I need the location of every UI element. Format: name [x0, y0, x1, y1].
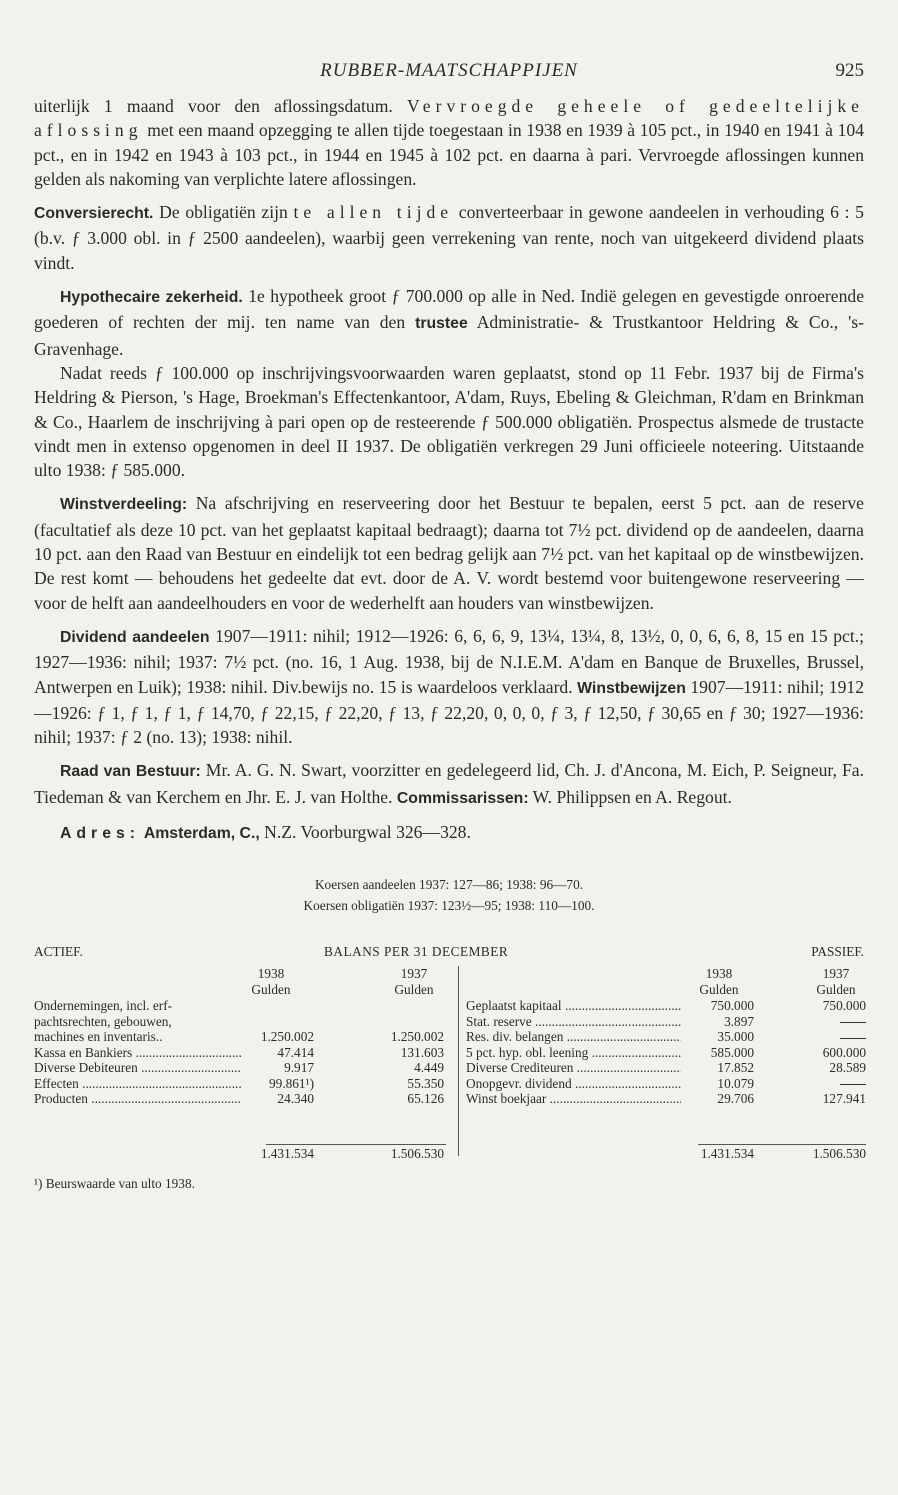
actief-column: [34, 966, 444, 1107]
text: converteerbaar in gewone aandeelen in verhouding 6 : 5 (b.v. ƒ 3.000 obl. in ƒ 2500 aandeelen), waarbij geen verrekening van rente, noch van uitgekeerd dividend plaats vindt.: [34, 202, 864, 273]
total-row-actief: [34, 1146, 444, 1162]
section-heading: Winstbewijzen: [577, 679, 686, 697]
text: De obligatiën zijn: [153, 202, 294, 223]
row-label: Onopgevr. dividend .....: [466, 1076, 692, 1092]
value-1938: 585.000: [681, 1045, 754, 1061]
unit-label: Gulden: [816, 982, 856, 998]
total-row-passief: [466, 1146, 866, 1162]
value-1938: 10.079: [681, 1076, 754, 1092]
table-row: [466, 1045, 866, 1061]
running-title: RUBBER-MAATSCHAPPIJEN: [320, 60, 578, 81]
value-1937: 600.000: [822, 1044, 866, 1060]
table-row: [34, 1060, 444, 1076]
value-1938: 35.000: [681, 1029, 754, 1045]
paragraph-winstverdeeling: [34, 491, 864, 614]
value-1938: 3.897: [681, 1014, 754, 1030]
year-1938: 1938: [257, 966, 285, 982]
table-row: [34, 1014, 444, 1030]
koersen-obligaties: Koersen obligatiën 1937: 123½—95; 1938: 110—100.: [303, 898, 595, 914]
row-label: machines en inventaris..: [34, 1029, 163, 1045]
document-page: [34, 54, 864, 1202]
row-label: Res. div. belangen .....: [466, 1029, 692, 1045]
total-1937: 1.506.530: [390, 1146, 444, 1162]
footnote: ¹) Beurswaarde van ulto 1938.: [34, 1176, 195, 1192]
value-1937: 28.589: [829, 1060, 866, 1076]
text: 1907—1911: nihil; 1912—1926: 6, 6, 6, 9, 13¼, 13¼, 8, 13½, 0, 0, 6, 6, 8, 15 en 15 pct.; 1927—1936: nihil; 1937: 7½ pct. (no. 16, 1 Aug. 1938, bij de N.I.E.M. A'dam en Banque de Bruxelles, Brussel, Antwerpen en Luik); 1938: nihil. Div.bewijs no. 15 is waardeloos verklaard.: [34, 625, 865, 697]
value-1937: 55.350: [407, 1075, 444, 1091]
table-row: [34, 1076, 444, 1092]
value-1938: 99.861¹): [241, 1076, 314, 1092]
year-1937: 1937: [400, 966, 428, 982]
year-header: [34, 966, 444, 982]
body-text: [34, 94, 864, 846]
page-number: 925: [835, 60, 864, 81]
address-street: N.Z. Voorburgwal 326—328.: [259, 822, 471, 843]
row-label: pachtsrechten, gebouwen,: [34, 1013, 172, 1029]
column-divider: [458, 966, 459, 1156]
total-rule-actief: [266, 1144, 446, 1145]
section-heading: Raad van Bestuur:: [60, 763, 201, 781]
section-heading: Hypothecaire zekerheid.: [60, 289, 243, 307]
row-label: Diverse Crediteuren .....: [466, 1060, 692, 1076]
spaced-text: te allen tijde: [293, 202, 454, 223]
text: Na afschrijving en reserveering door het Bestuur te bepalen, eerst 5 pct. aan de reserve (facultatief als deze 10 pct. van het geplaatst kapitaal bedraagt); daarna tot 7½ pct. dividend op de aandeelen, daarna 10 pct. aan den Raad van Bestuur en eindelijk tot een bedrag gelijk aan 7½ pct. van het kapitaal op de winstbewijzen. De rest komt — behoudens het gedeelte dat evt. door de A. V. wordt bestemd voor buitengewone reserveering — voor de helft aan aandeelhouders en voor de wederhelft aan houders van winstbewijzen.: [34, 493, 864, 613]
actief-title: ACTIEF.: [34, 944, 83, 960]
table-row: [34, 1091, 444, 1107]
table-row: [466, 998, 866, 1014]
bold-term: trustee: [415, 315, 468, 333]
row-label: Diverse Debiteuren .....: [34, 1060, 258, 1076]
section-heading: Dividend aandeelen: [60, 628, 210, 646]
address-city: Amsterdam, C.,: [140, 825, 260, 843]
value-1937: 127.941: [822, 1091, 866, 1107]
text: 1907—1911: nihil; 1912—1926: ƒ 1, ƒ 1, ƒ 1, ƒ 14,70, ƒ 22,15, ƒ 22,20, ƒ 13, ƒ 22,20, 0, 0, 0, ƒ 3, ƒ 12,50, ƒ 30,65 en ƒ 30; 1927—1936: nihil; 1937: ƒ 2 (no. 13); 1938: nihil.: [34, 676, 864, 748]
value-1938: 1.250.002: [241, 1029, 314, 1045]
value-1937: 131.603: [400, 1044, 444, 1060]
table-row: [466, 1091, 866, 1107]
value-1937: 1.250.002: [390, 1029, 444, 1045]
paragraph-aflossing: [34, 94, 864, 191]
text: Administratie- & Trustkantoor Heldring & Co., 's-Gravenhage.: [34, 312, 865, 359]
table-row: [466, 1076, 866, 1092]
total-1938: 1.431.534: [236, 1146, 314, 1162]
section-heading: Conversierecht.: [34, 205, 154, 223]
value-1938: 9.917: [241, 1060, 314, 1076]
empty-value-dash: [796, 1014, 866, 1030]
text: W. Philippsen en A. Regout.: [528, 786, 732, 807]
total-rule-passief: [698, 1144, 866, 1145]
paragraph-inschrijving: Nadat reeds ƒ 100.000 op inschrijvingsvoorwaarden waren geplaatst, stond op 11 Febr. 1937 bij de Firma's Heldring & Pierson, 's Hage, Broekman's Effectenkantoor, A'dam, Ruys, Ebeling & Gleichman, R'dam en Brinkman & Co., Haarlem de inschrijving à pari open op de resteerende ƒ 500.000 obligatiën. Prospectus alsmede de trustacte vindt men in extenso opgenomen in deel II 1937. De obligatiën verkregen 29 Juni officieele noteering. Uitstaande ulto 1938: ƒ 585.000.: [34, 362, 864, 481]
row-label: Stat. reserve .....: [466, 1014, 692, 1030]
balance-header: [34, 944, 864, 966]
paragraph-bestuur: [34, 758, 864, 811]
empty-value-dash: [796, 1029, 866, 1045]
balance-title: BALANS PER 31 DECEMBER: [324, 944, 509, 960]
unit-label: Gulden: [394, 982, 434, 998]
value-1938: 29.706: [681, 1091, 754, 1107]
row-label: Winst boekjaar .....: [466, 1091, 692, 1107]
passief-column: [466, 966, 866, 1107]
row-label: Ondernemingen, incl. erf-: [34, 998, 173, 1014]
unit-label: Gulden: [251, 982, 291, 998]
koersen-aandeelen: Koersen aandeelen 1937: 127—86; 1938: 96—70.: [314, 877, 584, 893]
section-heading: Adres:: [60, 825, 141, 843]
unit-header: [466, 982, 866, 998]
row-label: Kassa en Bankiers .....: [34, 1045, 258, 1061]
unit-label: Gulden: [699, 982, 739, 998]
text: met een maand opzegging te allen tijde toegestaan in 1938 en 1939 à 105 pct., in 1940 en 1941 à 104 pct., en in 1942 en 1943 à 103 pct., in 1944 en 1945 à 102 pct. en daarna à pari. Vervroegde aflossingen kunnen gelden als nakoming van verplichte latere aflossingen.: [34, 120, 864, 189]
section-heading: Commissarissen:: [396, 789, 529, 807]
paragraph-adres: [34, 820, 864, 846]
passief-title: PASSIEF.: [811, 944, 864, 960]
year-1937: 1937: [822, 966, 850, 982]
year-header: [466, 966, 866, 982]
table-row: [34, 1045, 444, 1061]
total-1938: 1.431.534: [676, 1146, 754, 1162]
empty-value-dash: [796, 1076, 866, 1092]
row-label: 5 pct. hyp. obl. leening .....: [466, 1045, 692, 1061]
koersen-block: [34, 874, 864, 916]
value-1938: 47.414: [241, 1045, 314, 1061]
value-1938: 17.852: [681, 1060, 754, 1076]
section-heading: Winstverdeeling:: [60, 496, 188, 514]
table-row: [466, 1029, 866, 1045]
paragraph-dividend: [34, 624, 864, 749]
text: 1e hypotheek groot ƒ 700.000 op alle in Ned. Indië gelegen en gevestigde onroerende goederen of rechten der mij. ten name van den: [34, 286, 864, 333]
text: uiterlijk 1 maand voor den aflossingsdatum.: [34, 96, 408, 116]
value-1938: 750.000: [681, 998, 754, 1014]
table-row: [34, 1029, 444, 1045]
table-row: [34, 998, 444, 1014]
table-row: [466, 1014, 866, 1030]
text: Mr. A. G. N. Swart, voorzitter en gedelegeerd lid, Ch. J. d'Ancona, M. Eich, P. Seigneur, Fa. Tiedeman & van Kerchem en Jhr. E. J. van Holthe.: [34, 760, 864, 807]
value-1937: 65.126: [407, 1091, 444, 1107]
row-label: Producten .....: [34, 1091, 258, 1107]
row-label: Effecten .....: [34, 1076, 258, 1092]
unit-header: [34, 982, 444, 998]
paragraph-hypotheek: [34, 284, 864, 361]
running-header: [34, 54, 864, 94]
total-1937: 1.506.530: [812, 1146, 866, 1162]
year-1938: 1938: [705, 966, 733, 982]
value-1938: 24.340: [241, 1091, 314, 1107]
spaced-text: Vervroegde geheele of gedeeltelijke aflossing: [34, 96, 864, 141]
table-row: [466, 1060, 866, 1076]
balance-sheet: [34, 944, 864, 1202]
row-label: Geplaatst kapitaal .....: [466, 998, 692, 1014]
value-1937: 750.000: [822, 998, 866, 1014]
paragraph-conversierecht: [34, 200, 864, 275]
value-1937: 4.449: [414, 1060, 444, 1076]
